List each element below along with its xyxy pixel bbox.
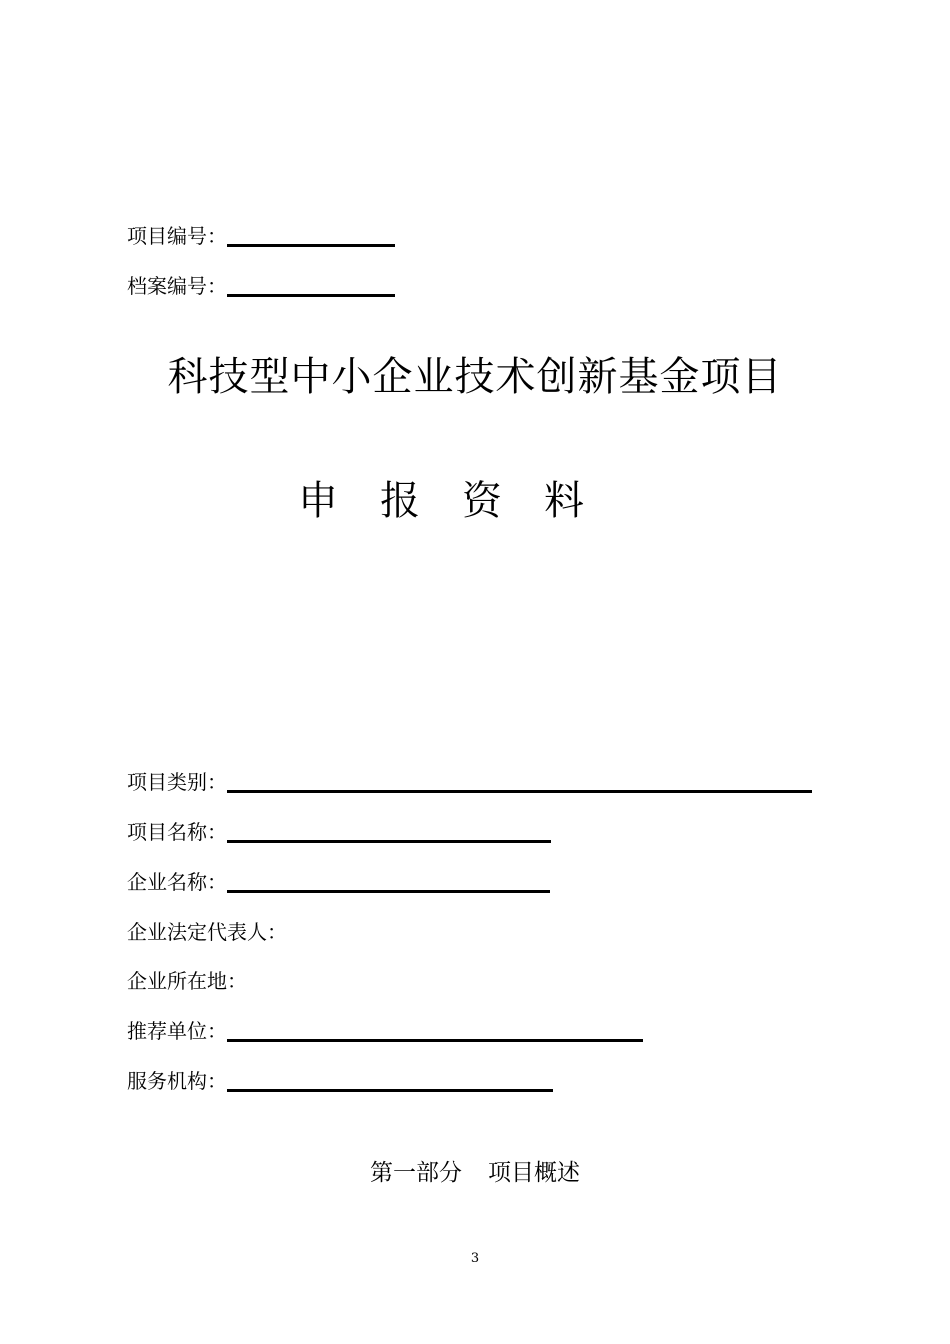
recommending-unit-field bbox=[127, 1013, 643, 1043]
company-location-field bbox=[127, 963, 247, 993]
subtitle-char: 申 bbox=[298, 478, 338, 524]
archive-number-field bbox=[127, 268, 395, 298]
service-agency-blank-line[interactable] bbox=[227, 1089, 553, 1092]
page-number: 3 bbox=[470, 1251, 480, 1266]
archive-number-label: 档案编号： bbox=[127, 274, 227, 298]
project-category-blank-line[interactable] bbox=[227, 790, 812, 793]
project-name-blank-line[interactable] bbox=[227, 840, 551, 843]
project-category-label: 项目类别： bbox=[127, 770, 227, 794]
service-agency-field bbox=[127, 1063, 553, 1093]
company-name-blank-line[interactable] bbox=[227, 890, 550, 893]
company-location-label: 企业所在地： bbox=[127, 969, 247, 993]
subtitle-char: 料 bbox=[544, 478, 584, 524]
section-heading bbox=[0, 1157, 950, 1189]
subtitle-char: 报 bbox=[380, 478, 420, 524]
project-number-field bbox=[127, 218, 395, 248]
recommending-unit-label: 推荐单位： bbox=[127, 1019, 227, 1043]
project-name-field bbox=[127, 814, 551, 844]
project-category-field bbox=[127, 764, 812, 794]
company-name-label: 企业名称： bbox=[127, 870, 227, 894]
service-agency-label: 服务机构： bbox=[127, 1069, 227, 1093]
recommending-unit-blank-line[interactable] bbox=[227, 1039, 643, 1042]
document-title: 科技型中小企业技术创新基金项目 bbox=[167, 354, 783, 400]
section-part-label: 第一部分 bbox=[370, 1160, 462, 1186]
company-name-field bbox=[127, 864, 550, 894]
section-title: 项目概述 bbox=[488, 1160, 580, 1186]
project-name-label: 项目名称： bbox=[127, 820, 227, 844]
project-number-label: 项目编号： bbox=[127, 224, 227, 248]
legal-representative-label: 企业法定代表人： bbox=[127, 920, 287, 944]
legal-representative-field bbox=[127, 914, 287, 944]
archive-number-blank-line[interactable] bbox=[227, 294, 395, 297]
project-number-blank-line[interactable] bbox=[227, 244, 395, 247]
subtitle-char: 资 bbox=[462, 478, 502, 524]
document-subtitle bbox=[298, 476, 584, 526]
